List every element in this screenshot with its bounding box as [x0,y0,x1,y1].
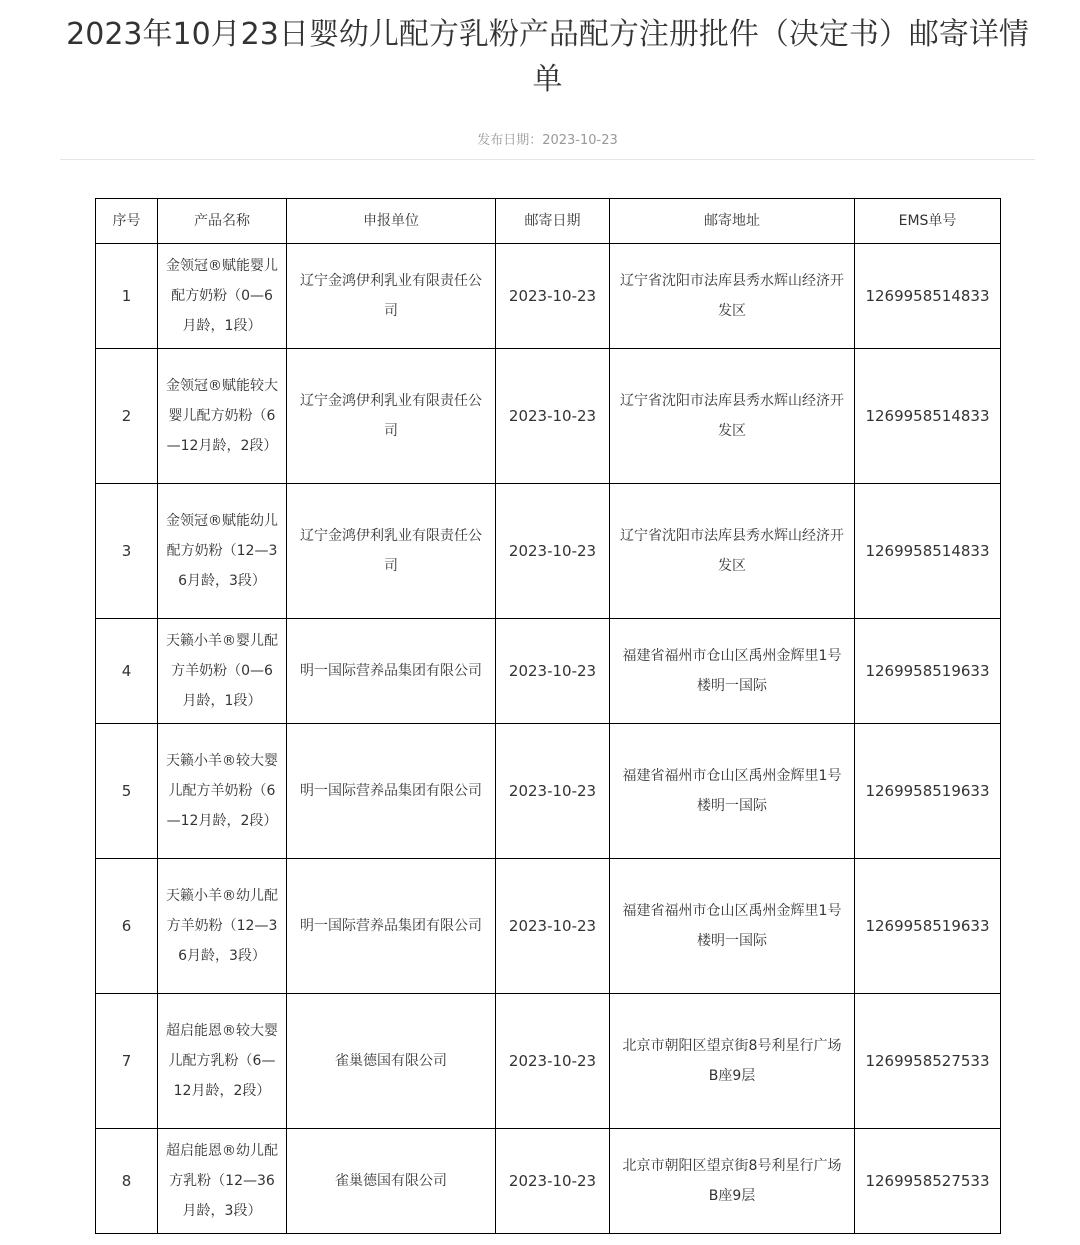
cell-ems: 1269958514833 [855,244,1001,349]
cell-ems: 1269958519633 [855,859,1001,994]
cell-address: 辽宁省沈阳市法库县秀水辉山经济开发区 [610,244,855,349]
cell-product: 金领冠®赋能较大婴儿配方奶粉（6—12月龄，2段） [158,349,287,484]
cell-unit: 明一国际营养品集团有限公司 [287,724,496,859]
table-row [96,349,1001,484]
mailing-details-table [95,198,1001,1234]
cell-address: 福建省福州市仓山区禹州金辉里1号楼明一国际 [610,619,855,724]
cell-date: 2023-10-23 [496,619,610,724]
cell-no: 4 [96,619,158,724]
cell-unit: 雀巢德国有限公司 [287,994,496,1129]
cell-no: 7 [96,994,158,1129]
table-row [96,994,1001,1129]
table-row [96,619,1001,724]
cell-no: 8 [96,1129,158,1234]
cell-unit: 雀巢德国有限公司 [287,1129,496,1234]
cell-no: 1 [96,244,158,349]
table-row [96,484,1001,619]
table-header-row [96,199,1001,244]
cell-ems: 1269958519633 [855,724,1001,859]
cell-date: 2023-10-23 [496,484,610,619]
table-row [96,1129,1001,1234]
cell-unit: 辽宁金鸿伊利乳业有限责任公司 [287,484,496,619]
cell-date: 2023-10-23 [496,859,610,994]
cell-address: 辽宁省沈阳市法库县秀水辉山经济开发区 [610,349,855,484]
cell-no: 6 [96,859,158,994]
publish-date-value: 2023-10-23 [542,133,618,148]
cell-date: 2023-10-23 [496,244,610,349]
cell-product: 天籁小羊®较大婴儿配方羊奶粉（6—12月龄，2段） [158,724,287,859]
table-row [96,724,1001,859]
cell-product: 天籁小羊®幼儿配方羊奶粉（12—36月龄，3段） [158,859,287,994]
cell-ems: 1269958519633 [855,619,1001,724]
cell-date: 2023-10-23 [496,724,610,859]
cell-address: 辽宁省沈阳市法库县秀水辉山经济开发区 [610,484,855,619]
cell-ems: 1269958514833 [855,349,1001,484]
cell-no: 5 [96,724,158,859]
cell-no: 3 [96,484,158,619]
cell-product: 超启能恩®幼儿配方乳粉（12—36月龄，3段） [158,1129,287,1234]
cell-address: 北京市朝阳区望京街8号利星行广场B座9层 [610,994,855,1129]
cell-unit: 辽宁金鸿伊利乳业有限责任公司 [287,349,496,484]
table-row [96,244,1001,349]
cell-ems: 1269958514833 [855,484,1001,619]
cell-product: 金领冠®赋能幼儿配方奶粉（12—36月龄，3段） [158,484,287,619]
header-date: 邮寄日期 [496,199,610,244]
cell-date: 2023-10-23 [496,349,610,484]
header-ems: EMS单号 [855,199,1001,244]
cell-ems: 1269958527533 [855,1129,1001,1234]
publish-date-line [60,131,1035,151]
cell-address: 福建省福州市仓山区禹州金辉里1号楼明一国际 [610,859,855,994]
cell-address: 北京市朝阳区望京街8号利星行广场B座9层 [610,1129,855,1234]
cell-product: 超启能恩®较大婴儿配方乳粉（6—12月龄，2段） [158,994,287,1129]
cell-date: 2023-10-23 [496,1129,610,1234]
cell-product: 金领冠®赋能婴儿配方奶粉（0—6月龄，1段） [158,244,287,349]
cell-no: 2 [96,349,158,484]
cell-product: 天籁小羊®婴儿配方羊奶粉（0—6月龄，1段） [158,619,287,724]
cell-address: 福建省福州市仓山区禹州金辉里1号楼明一国际 [610,724,855,859]
page-title: 2023年10月23日婴幼儿配方乳粉产品配方注册批件（决定书）邮寄详情单 [66,17,1029,97]
title-divider [60,159,1035,160]
header-no: 序号 [96,199,158,244]
cell-unit: 明一国际营养品集团有限公司 [287,859,496,994]
header-product: 产品名称 [158,199,287,244]
header-unit: 申报单位 [287,199,496,244]
table-row [96,859,1001,994]
cell-unit: 明一国际营养品集团有限公司 [287,619,496,724]
cell-unit: 辽宁金鸿伊利乳业有限责任公司 [287,244,496,349]
header-address: 邮寄地址 [610,199,855,244]
publish-date-label: 发布日期： [477,133,543,148]
cell-date: 2023-10-23 [496,994,610,1129]
cell-ems: 1269958527533 [855,994,1001,1129]
